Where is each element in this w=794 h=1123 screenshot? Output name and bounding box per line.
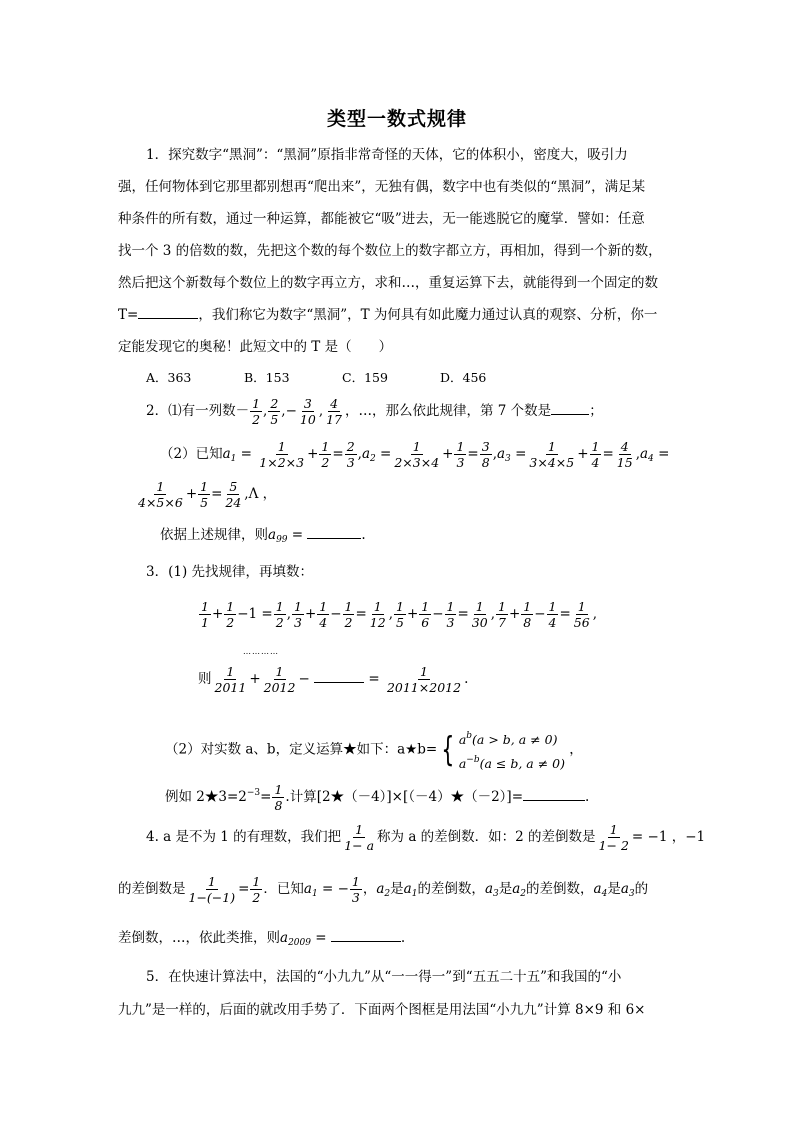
q3-ex-suffix: .计算[2★（－4）]×[（－4）★（－2）]= bbox=[285, 789, 524, 806]
q1-option-d[interactable]: D．456 bbox=[440, 370, 487, 385]
q3-head: 3．(1) 先找规律，再填数： bbox=[146, 564, 314, 580]
q1-option-a[interactable]: A．363 bbox=[146, 370, 192, 385]
q1-options bbox=[146, 368, 486, 388]
q2-line-1: 2．⑴有一列数－ $\frac{1}{2}$ , $\frac{2}{5}$ ,− $\frac{3}{10}$ , $\frac{4}{17}$ ，…，那么依此规律，第 7 个数是 ； bbox=[146, 396, 603, 428]
cases-block: $a^b(a > b$, a ≠ 0) $a^{-b}(a \le b$, a ≠ 0) bbox=[458, 731, 565, 771]
a1-frac-2: $\frac{1}{2}$ bbox=[321, 439, 330, 471]
q3-example-line: 例如 $2★3=2^{-3}=$ $\frac{1}{8}$ .计算[2★（－4）]×[（－4）★（－2）]= . bbox=[165, 782, 590, 814]
a2-frac-2: $\frac{1}{3}$ bbox=[456, 439, 465, 471]
q2-line-3: $\frac{1}{4\times 5\times 6}$ + $\frac{1}{5}$ = $\frac{5}{24}$ ,Λ ， bbox=[138, 479, 277, 511]
q2-seq-4: $\frac{4}{17}$ bbox=[326, 396, 343, 428]
q1-answer-blank[interactable] bbox=[138, 318, 198, 319]
q4-answer-blank[interactable] bbox=[331, 941, 401, 942]
q1-option-c[interactable]: C．159 bbox=[342, 370, 388, 385]
q3-def-prefix: （2）对实数 a、b，定义运算★如下：a★b= bbox=[165, 741, 438, 758]
q1-line-6 bbox=[118, 305, 657, 325]
page-title: 类型一数式规律 bbox=[326, 108, 467, 130]
q3-then: 则 bbox=[198, 671, 212, 688]
q1-line-2: 强，任何物体到它那里都别想再“爬出来”，无独有偶，数字中也有类似的“黑洞”，满足某 bbox=[118, 179, 646, 195]
q1-line-1: 1．探究数字“黑洞”：“黑洞”原指非常奇怪的天体，它的体积小，密度大，吸引力 bbox=[146, 147, 628, 163]
q2-seq-2: $\frac{2}{5}$ bbox=[270, 396, 279, 428]
q1-line-6-text: ，我们称它为数字“黑洞”，T 为何具有如此魔力通过认真的观察、分析，你一 bbox=[198, 307, 658, 323]
dotted-mark: ………… bbox=[243, 647, 279, 656]
q1-line-3: 种条件的所有数，通过一种运算，都能被它“吸”进去，无一能逃脱它的魔掌．譬如：任意 bbox=[118, 211, 645, 227]
q1-option-b[interactable]: B．153 bbox=[244, 370, 290, 385]
q3-answer-blank-1[interactable] bbox=[314, 682, 364, 683]
q1-t-label: T= bbox=[118, 307, 139, 323]
q5-line-2: 九九”是一样的，后面的就改用手势了．下面两个图框是用法国“小九九”计算 8×9 和 6× bbox=[118, 1002, 646, 1018]
q3-then-line: 则 $\frac{1}{2011}$ + $\frac{1}{2012}$ − = $\frac{1}{2011\times 2012}$ . bbox=[198, 664, 469, 696]
q4-line-1: 4. a 是不为 1 的有理数，我们把 $\frac{1}{1- a}$ 称为 a 的差倒数．如：2 的差倒数是 $\frac{1}{1- 2}$ = −1 ，−1 bbox=[146, 822, 706, 854]
q1-line-5: 然后把这个新数每个数位上的数字再立方，求和…，重复运算下去，就能得到一个固定的数 bbox=[118, 275, 658, 291]
q2-suffix: ，…，那么依此规律，第 7 个数是 bbox=[345, 403, 552, 420]
q2-seq-1: $\frac{1}{2}$ bbox=[252, 396, 261, 428]
q2-line-2: （2）已知$a_1$ = $\frac{1}{1\times 2\times 3}$ + $\frac{1}{2}$ = $\frac{2}{3}$ $,a_2$ = $\frac{1}{2\times 3\times 4}$ + $\frac{1}{3}$ = $\frac{3}{8}$ $,a_3$ = $\frac{1}{3\times 4\times 5}$ + $\frac{1}{4}$ = $\frac{4}{15}$ $,a_4$ = bbox=[160, 439, 670, 471]
q1-line-4: 找一个 3 的倍数的数，先把这个数的每个数位上的数字都立方，再相加，得到一个新的数， bbox=[118, 243, 662, 259]
q3-def-line: （2）对实数 a、b，定义运算★如下：a★b= { $a^b(a > b$, a ≠ 0) $a^{-b}(a \le b$, a ≠ 0) ， bbox=[165, 726, 583, 774]
q2-prefix: 2．⑴有一列数－ bbox=[146, 403, 250, 420]
q4-line-3: 差倒数，…，依此类推，则$a_{2009}$ = . bbox=[118, 930, 406, 948]
q2-line-4: 依据上述规律，则$a_{99}$ = . bbox=[160, 527, 366, 545]
a4-frac-2: $\frac{1}{5}$ bbox=[200, 479, 209, 511]
left-brace: { bbox=[441, 730, 455, 770]
q2-answer-blank-1[interactable] bbox=[551, 414, 589, 415]
q5-line-1: 5．在快速计算法中，法国的“小九九”从“一一得一”到“五五二十五”和我国的“小 bbox=[146, 969, 622, 985]
a1-frac-1: $\frac{1}{1\times 2\times 3}$ bbox=[259, 439, 305, 471]
a1-frac-3: $\frac{2}{3}$ bbox=[346, 439, 355, 471]
q2-rule: 依据上述规律，则 bbox=[160, 527, 268, 543]
q4-line-2: 的差倒数是 $\frac{1}{1-(-1)}$ = $\frac{1}{2}$ ．已知$a_1$ = − $\frac{1}{3}$ ，$a_2$是$a_1$的差倒数，$a_3$是$a_2$的差倒数，$a_4$是$a_3$的 bbox=[118, 874, 649, 906]
q3-answer-blank-2[interactable] bbox=[523, 800, 585, 801]
q1-line-7: 定能发现它的奥秘！此短文中的 T 是（ ） bbox=[118, 339, 393, 355]
a4-frac-1: $\frac{1}{4\times 5\times 6}$ bbox=[138, 479, 183, 511]
a3-frac-3: $\frac{4}{15}$ bbox=[616, 439, 633, 471]
q3-series: $\frac{1}{1}$ + $\frac{1}{2}$ −1 = $\frac{1}{2}$ , $\frac{1}{3}$ + $\frac{1}{4}$ − $\frac{1}{2}$ = $\frac{1}{12}$ , $\frac{1}{5}$ + $\frac{1}{6}$ − $\frac{1}{3}$ = $\frac{1}{30}$ , $\frac{1}{7}$ + $\frac{1}{8}$ − $\frac{1}{4}$ = $\frac{1}{56}$ , bbox=[201, 599, 597, 631]
a4-frac-3: $\frac{5}{24}$ bbox=[225, 479, 242, 511]
q2-end: ； bbox=[589, 403, 603, 420]
lambda-ellipsis: ,Λ ， bbox=[244, 486, 277, 503]
q2-p2-prefix: （2）已知 bbox=[160, 446, 223, 463]
a3-frac-1: $\frac{1}{3\times 4\times 5}$ bbox=[529, 439, 575, 471]
a3-frac-2: $\frac{1}{4}$ bbox=[591, 439, 600, 471]
q2-answer-blank-2[interactable] bbox=[307, 538, 361, 539]
a2-frac-1: $\frac{1}{2\times 3\times 4}$ bbox=[394, 439, 440, 471]
q3-ex-prefix: 例如 2★3=2 bbox=[165, 789, 247, 806]
q2-seq-3: $\frac{3}{10}$ bbox=[299, 396, 316, 428]
a2-frac-3: $\frac{3}{8}$ bbox=[481, 439, 490, 471]
